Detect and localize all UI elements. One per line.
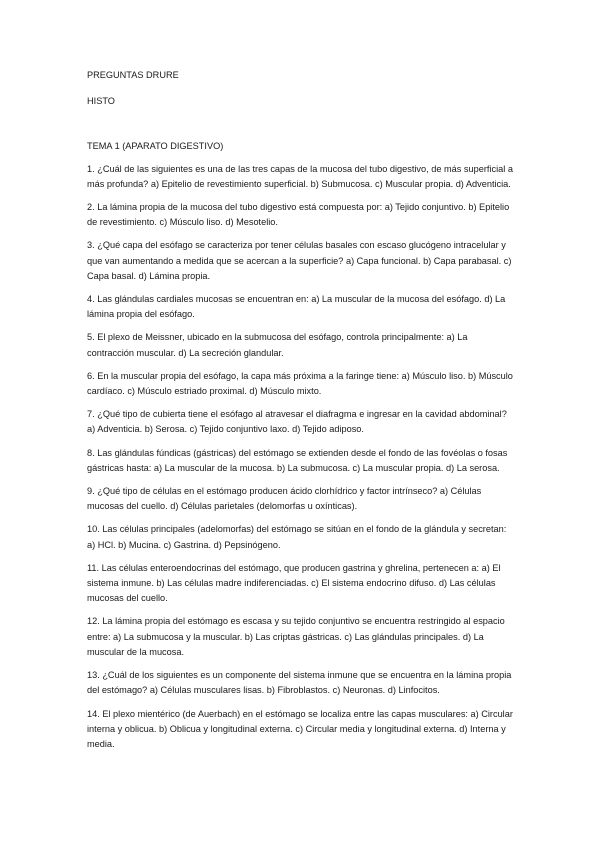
question-13: 13. ¿Cuál de los siguientes es un componente del sistema inmune que se encuentra en la lámina propia del estómago? a) Células musculares lisas. b) Fibroblastos. c) Neuronas. d) Linfocitos.: [87, 670, 512, 696]
question-11: 11. Las células enteroendocrinas del estómago, que producen gastrina y ghrelina, pertenecen a: a) El sistema inmune. b) Las células madre indiferenciadas. c) El sistema endocrino difuso. d) Las células mucosas del cuello.: [87, 562, 501, 604]
section-heading: TEMA 1 (APARATO DIGESTIVO): [87, 141, 224, 152]
question-6: 6. En la muscular propia del esófago, la capa más próxima a la faringe tiene: a) Músculo liso. b) Músculo cardíaco. c) Músculo estriado proximal. d) Músculo mixto.: [87, 370, 513, 397]
document-subject: HISTO: [87, 96, 115, 107]
question-3: 3. ¿Qué capa del esófago se caracteriza por tener células basales con escaso glucógeno intracelular y que van aumentando a medida que se acercan a la superficie? a) Capa funcional. b) Capa parabasal. c) Capa basal. d) Lámina propia.: [87, 240, 512, 281]
question-14: 14. El plexo mientérico (de Auerbach) en el estómago se localiza entre las capas musculares: a) Circular interna y oblicua. b) Oblicua y longitudinal externa. c) Circular media y longitudinal externa. d) Interna y media.: [87, 708, 513, 749]
question-7: 7. ¿Qué tipo de cubierta tiene el esófago al atravesar el diafragma e ingresar en la cavidad abdominal? a) Adventicia. b) Serosa. c) Tejido conjuntivo laxo. d) Tejido adiposo.: [87, 409, 507, 435]
question-9: 9. ¿Qué tipo de células en el estómago producen ácido clorhídrico y factor intrínseco? a) Células mucosas del cuello. d) Células parietales (delomorfas u oxínticas).: [87, 486, 482, 512]
question-5: 5. El plexo de Meissner, ubicado en la submucosa del esófago, controla principalmente: a) La contracción muscular. d) La secreción glandular.: [87, 332, 468, 358]
question-2: 2. La lámina propia de la mucosa del tubo digestivo está compuesta por: a) Tejido conjuntivo. b) Epitelio de revestimiento. c) Músculo liso. d) Mesotelio.: [87, 202, 510, 228]
document-body: [87, 68, 517, 760]
question-8: 8. Las glándulas fúndicas (gástricas) del estómago se extienden desde el fondo de las fovéolas o fosas gástricas hasta: a) La muscular de la mucosa. b) La submucosa. c) La muscular propia. d) La serosa.: [87, 447, 508, 473]
question-10: 10. Las células principales (adelomorfas) del estómago se sitúan en el fondo de la glándula y secretan: a) HCl. b) Mucina. c) Gastrina. d) Pepsinógeno.: [87, 524, 507, 550]
question-4: 4. Las glándulas cardiales mucosas se encuentran en: a) La muscular de la mucosa del esófago. d) La lámina propia del esófago.: [87, 294, 506, 320]
document-title: PREGUNTAS DRURE: [87, 70, 179, 80]
question-1: 1. ¿Cuál de las siguientes es una de las tres capas de la mucosa del tubo digestivo, de más superficial a más profunda? a) Epitelio de revestimiento superficial. b) Submucosa. c) Muscular propia. d) Adventicia.: [87, 163, 513, 189]
question-12: 12. La lámina propia del estómago es escasa y su tejido conjuntivo se encuentra restringido al espacio entre: a) La submucosa y la muscular. b) Las criptas gástricas. c) Las glándulas principales. d) La muscular de la mucosa.: [87, 616, 505, 657]
